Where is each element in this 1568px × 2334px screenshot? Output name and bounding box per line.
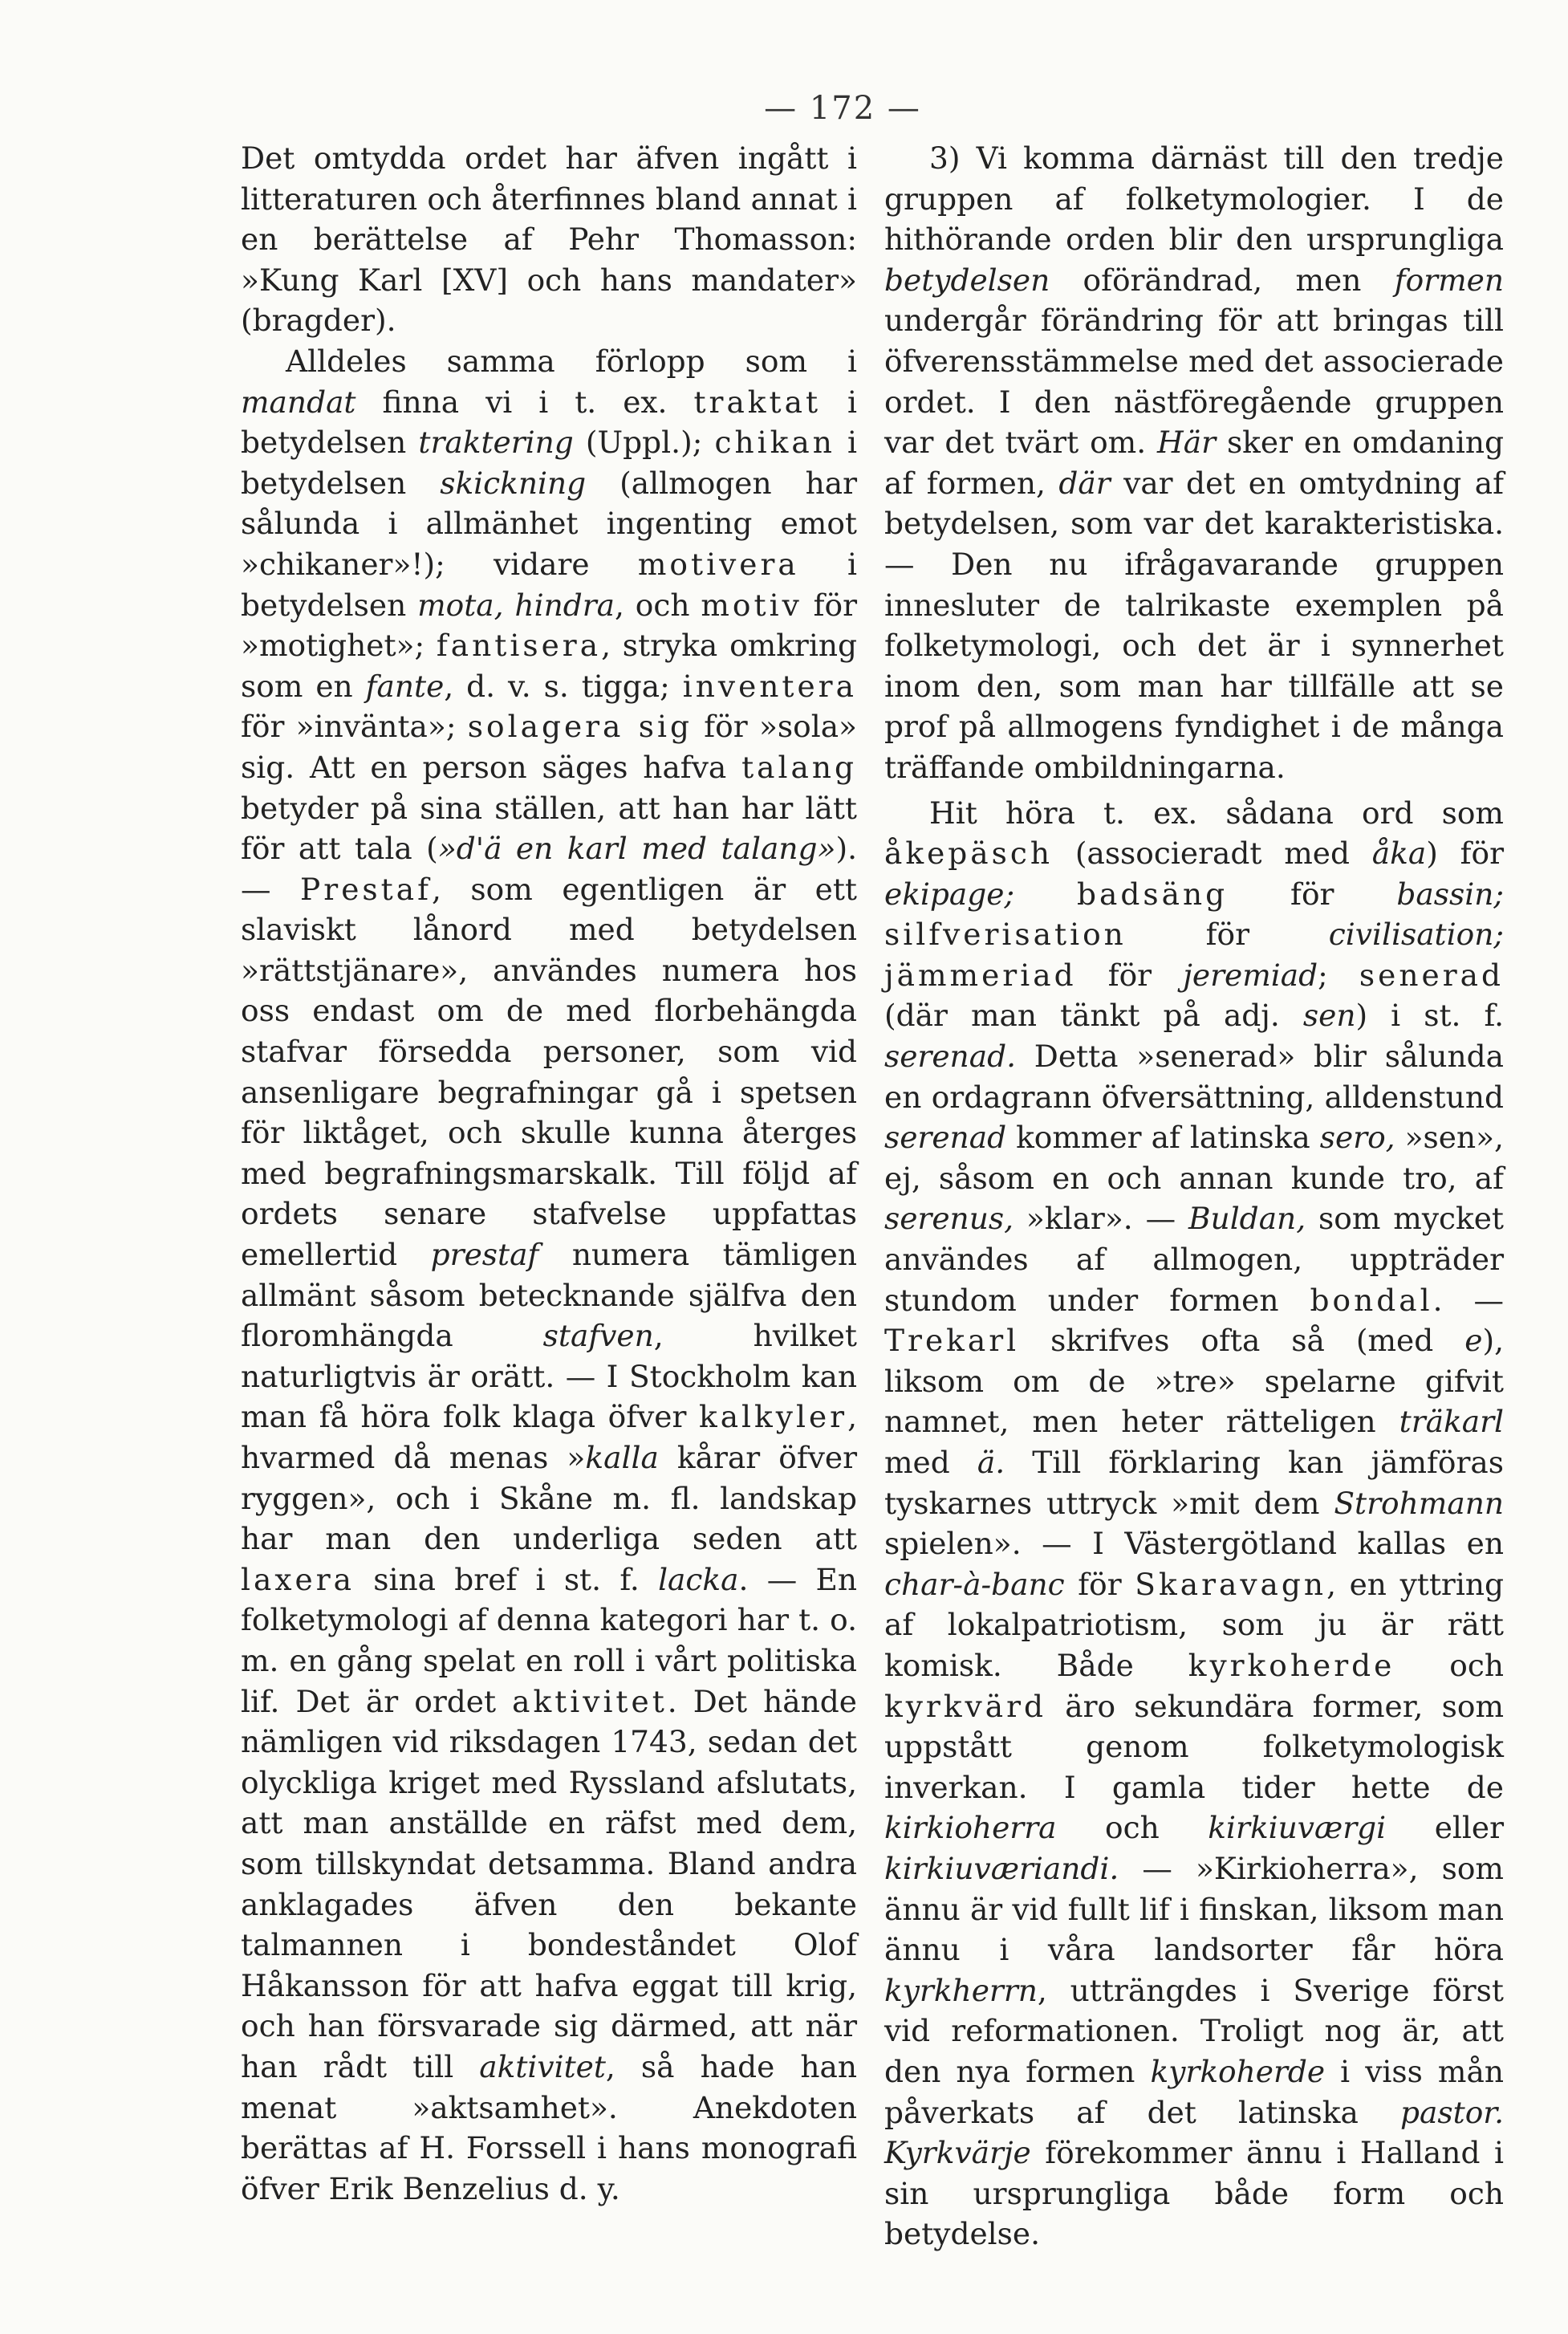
spaced-term: solagera sig: [467, 709, 693, 745]
spaced-term: silfverisation: [884, 917, 1127, 953]
text-run: för »invänta»;: [241, 709, 468, 745]
paragraph: [884, 138, 1504, 788]
italic-term: bassin;: [1396, 876, 1504, 912]
text-run: Alldeles samma förlopp som i: [286, 343, 857, 379]
italic-term: kalla: [585, 1440, 659, 1475]
italic-term: Här: [1157, 425, 1217, 461]
italic-term: stafven: [542, 1318, 654, 1354]
paragraph: [884, 793, 1504, 2255]
italic-term: kirkiuværiandi.: [884, 1850, 1119, 1886]
text-run: för: [1064, 1566, 1135, 1602]
text-run: Det omtydda ordet har äfven ingått i litteraturen och återfinnes bland annat i en berättelse af Pehr Thomasson: »Kung Karl [XV] och hans mandater» (bragder).: [241, 140, 857, 339]
text-run: för: [1228, 876, 1397, 912]
text-run: [1014, 876, 1077, 912]
spaced-term: traktat: [693, 384, 822, 420]
italic-term: »d'ä en karl med talang»: [437, 831, 836, 867]
italic-term: char-à-banc: [884, 1566, 1065, 1602]
text-run: sina bref i st. f.: [354, 1561, 659, 1597]
text-run: skrifves ofta så (med: [1019, 1323, 1465, 1359]
italic-term: ekipage;: [884, 876, 1015, 912]
text-run: finna vi i t. ex.: [355, 384, 694, 420]
text-run: Hit höra t. ex. sådana ord som: [929, 795, 1504, 831]
italic-term: kyrkoherde: [1150, 2053, 1326, 2089]
text-run: äro sekundära former, som uppstått genom folketymologisk inverkan. I gamla tider hette de: [884, 1688, 1504, 1805]
text-run: . —: [1432, 1282, 1505, 1318]
italic-term: pastor.: [1400, 2094, 1504, 2130]
text-run: ), liksom om de »tre» spelarne gifvit namnet, men heter rätteligen: [884, 1323, 1504, 1440]
spaced-term: talang: [741, 749, 857, 785]
italic-term: serenad.: [884, 1039, 1016, 1075]
italic-term: kirkioherra: [884, 1810, 1057, 1846]
italic-term: serenus,: [884, 1201, 1014, 1237]
italic-term: sero,: [1319, 1120, 1395, 1156]
text-run: Till förklaring kan jämföras tyskarnes uttryck »mit dem: [884, 1445, 1504, 1521]
italic-term: ä.: [977, 1445, 1005, 1480]
text-run: , så hade han menat »aktsamhet». Anekdoten berättas af H. Forssell i hans monografi öfver Erik Benzelius d. y.: [241, 2048, 857, 2206]
text-run: »sen», ej, såsom en och annan kunde tro, af: [884, 1120, 1504, 1196]
text-run: , stryka omkring som en: [241, 628, 858, 704]
text-run: , som egentligen är ett slaviskt lånord med betydelsen »rättstjänare», användes numera hos oss endast om de med florbehängda stafvar försedda personer, som vid ansenligare begrafningar gå i spetsen för liktåget, och skulle kunna återges med begrafningsmarskalk. Till följd af ordets senare stafvelse uppfattas emellertid: [241, 871, 857, 1273]
text-run: som mycket användes af allmogen, uppträder stundom under formen: [884, 1201, 1504, 1318]
spaced-term: kyrkvärd: [884, 1688, 1047, 1724]
text-run: kårar öfver ryggen», och i Skåne m. fl. landskap har man den underliga seden att: [241, 1440, 858, 1557]
text-run: , en yttring af lokalpatriotism, som ju är rätt komisk. Både: [884, 1566, 1504, 1683]
spaced-term: senerad: [1359, 957, 1504, 993]
spaced-term: chikan: [714, 425, 835, 461]
italic-term: träkarl: [1399, 1404, 1504, 1440]
text-run: , utträngdes i Sverige först vid reformationen. Troligt nog är, att den nya formen: [884, 1972, 1504, 2089]
spaced-term: Trekarl: [884, 1323, 1020, 1359]
spaced-term: kalkyler: [698, 1399, 848, 1435]
italic-term: serenad: [884, 1120, 1007, 1156]
text-run: ). —: [241, 831, 857, 907]
spaced-term: motivera: [637, 546, 799, 582]
italic-term: lacka: [658, 1561, 739, 1597]
text-run: Detta »senerad» blir sålunda en ordagrann öfversättning, alldenstund: [884, 1039, 1504, 1115]
italic-term: åka: [1371, 836, 1427, 872]
text-run: (där man tänkt på adj.: [884, 998, 1303, 1034]
left-column: [241, 138, 857, 2209]
right-column: [884, 138, 1504, 2255]
italic-term: jeremiad: [1183, 957, 1318, 993]
italic-term: aktivitet: [479, 2048, 606, 2084]
text-run: och: [1395, 1647, 1504, 1683]
spaced-term: jämmeriad: [884, 957, 1077, 993]
page-number: — 172 —: [764, 90, 921, 127]
spaced-term: fantisera: [436, 628, 602, 664]
spaced-term: bondal: [1310, 1282, 1433, 1318]
text-run: (Uppl.);: [573, 425, 715, 461]
text-run: var det en omtydning af betydelsen, som var det karakteristiska. — Den nu ifrågavarande gruppen innesluter de talrikaste exemplen på folketymologi, och det är i synnerhet inom den, som man har tillfälle att se prof på allmogens fyndighet i de många träffande ombildningarna.: [884, 465, 1504, 785]
italic-term: där: [1058, 465, 1111, 501]
text-run: och: [1056, 1810, 1208, 1846]
text-run: med: [884, 1445, 977, 1480]
spaced-term: inventera: [682, 668, 857, 704]
italic-term: Strohmann: [1334, 1485, 1504, 1521]
italic-term: e: [1464, 1323, 1483, 1359]
italic-term: mota, hindra: [417, 587, 615, 623]
text-run: för: [1126, 917, 1329, 953]
italic-term: traktering: [418, 425, 574, 461]
paragraph: [241, 138, 857, 341]
text-run: undergår förändring för att bringas till öfverensstämmelse med det associerade ordet. I den nästföregående gruppen var det tvärt om.: [884, 303, 1504, 461]
text-run: , d. v. s. tigga;: [444, 668, 683, 704]
text-run: , hvilket naturligtvis är orätt. — I Stockholm kan man få höra folk klaga öfver: [241, 1318, 857, 1435]
italic-term: formen: [1394, 262, 1504, 298]
text-run: sker en omdaning af formen,: [884, 425, 1504, 501]
text-run: . — En folketymologi af denna kategori har t. o. m. en gång spelat en roll i vårt politiska lif. Det är ordet: [241, 1561, 857, 1719]
text-run: ;: [1318, 957, 1359, 993]
text-run: eller: [1386, 1810, 1504, 1846]
spaced-term: Prestaf: [300, 871, 432, 907]
text-run: »klar». —: [1014, 1201, 1188, 1237]
text-run: numera tämligen allmänt såsom betecknande själfva den floromhängda: [241, 1237, 858, 1354]
text-run: i viss mån påverkats af det latinska: [884, 2053, 1504, 2130]
text-run: förekommer ännu i Halland i sin ursprungliga både form och betydelse.: [884, 2135, 1504, 2252]
spaced-term: åkepäsch: [884, 836, 1054, 872]
text-run: betyder på sina ställen, att han har lätt för att tala (: [241, 790, 857, 867]
text-run: ) för: [1426, 836, 1504, 872]
text-run: för »sola» sig. Att en person säges hafva: [241, 709, 857, 785]
text-run: (associeradt med: [1053, 836, 1372, 872]
italic-term: Buldan,: [1188, 1201, 1306, 1237]
italic-term: prestaf: [430, 1237, 539, 1273]
italic-term: skickning: [440, 465, 587, 501]
italic-term: civilisation;: [1328, 917, 1504, 953]
italic-term: kyrkherrn: [884, 1972, 1038, 2008]
spaced-term: kyrkoherde: [1188, 1647, 1395, 1683]
spaced-term: aktivitet: [512, 1683, 668, 1719]
text-run: spielen». — I Västergötland kallas en: [884, 1526, 1504, 1562]
text-run: (allmogen har sålunda i allmänhet ingenting emot »chikaner»!); vidare: [241, 465, 858, 582]
text-run: . Det hände nämligen vid riksdagen 1743, sedan det olyckliga kriget med Ryssland afslutats, att man anställde en räfst med dem, som tillskyndat detsamma. Bland andra anklagades äfven den bekante talmannen i bondeståndet Olof Håkansson för att hafva eggat till krig, och han försvarade sig därmed, att när han rådt till: [241, 1683, 858, 2084]
text-run: för »motighet»;: [241, 587, 857, 664]
text-run: 3) Vi komma därnäst till den tredje gruppen af folketymologier. I de hithörande orden blir den ursprungliga: [884, 140, 1504, 258]
text-run: — »Kirkioherra», som ännu är vid fullt lif i finskan, liksom man ännu i våra landsorter får höra: [884, 1850, 1504, 1968]
spaced-term: Skaravagn: [1135, 1566, 1327, 1602]
spaced-term: badsäng: [1077, 876, 1229, 912]
text-run: i betydelsen: [241, 546, 857, 623]
text-run: kommer af latinska: [1006, 1120, 1320, 1156]
italic-term: sen: [1302, 998, 1356, 1034]
italic-term: mandat: [241, 384, 356, 420]
italic-term: Kyrkvärje: [884, 2135, 1031, 2171]
italic-term: kirkiuværgi: [1208, 1810, 1387, 1846]
italic-term: betydelsen: [884, 262, 1050, 298]
paragraph: [241, 341, 857, 2209]
text-run: för: [1076, 957, 1184, 993]
spaced-term: laxera: [241, 1561, 355, 1597]
text-run: i betydelsen: [241, 384, 857, 461]
italic-term: fante: [365, 668, 445, 704]
text-run: , och: [615, 587, 701, 623]
text-run: , hvarmed då menas »: [241, 1399, 857, 1475]
text-run: ) i st. f.: [1355, 998, 1504, 1034]
text-run: i betydelsen: [241, 425, 857, 501]
text-run: oförändrad, men: [1050, 262, 1395, 298]
spaced-term: motiv: [701, 587, 802, 623]
